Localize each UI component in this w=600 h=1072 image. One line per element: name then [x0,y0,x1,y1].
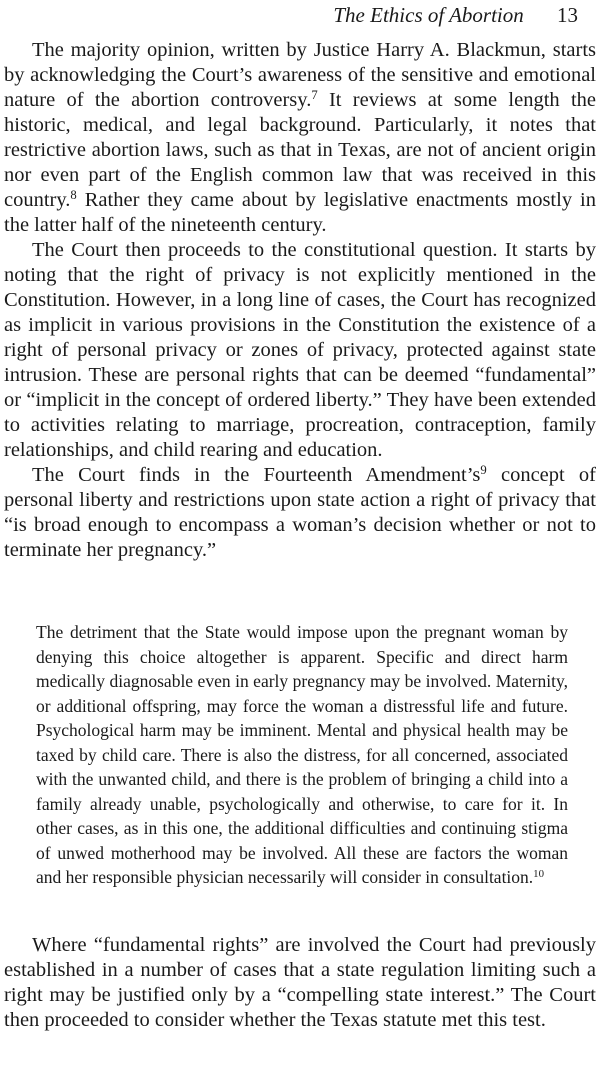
paragraph-text: concept of personal liberty and restrictions upon state action a right of privacy that “is broad enough to encompass a woman’s decision whether or not to terminate her pregnancy.” [4,464,596,561]
body-text-lower [4,933,596,1033]
body-text-upper [4,38,596,563]
footnote-marker: 9 [480,463,487,478]
paragraph-constitutional-question [4,238,596,463]
running-head [333,2,578,28]
paragraph-text: The majority opinion, written by Justice Harry A. Blackmun, starts by acknowledging the Court’s awareness of the sensitive and emotional nature of the abortion controversy. [4,39,596,111]
footnote-marker: 8 [70,188,77,203]
block-quote-text: The detriment that the State would impose upon the pregnant woman by denying this choice altogether is apparent. Specific and direct harm medically diagnosable even in early pregnancy may be involved. Maternity, or additional offspring, may force the woman a distressful life and future. Psychological harm may be imminent. Mental and physical health may be taxed by child care. There is also the distress, for all concerned, associated with the unwanted child, and there is the problem of bringing a child into a family already unable, psychologically and otherwise, to care for it. In other cases, as in this one, the additional difficulties and continuing stigma of unwed motherhood may be involved. All these are factors the woman and her responsible physician necessarily will consider in consultation. [36,622,568,887]
paragraph-text: Rather they came about by legislative enactments mostly in the latter half of the nineteenth century. [4,189,596,236]
footnote-marker: 7 [311,88,318,103]
paragraph-majority-opinion [4,38,596,238]
block-quote [36,620,568,890]
paragraph-text: It reviews at some length the historic, medical, and legal background. Particularly, it notes that restrictive abortion laws, such as that in Texas, are not of ancient origin nor even part of the English common law that was received in this country. [4,89,596,211]
paragraph-fundamental-rights [4,933,596,1033]
paragraph-text: The Court finds in the Fourteenth Amendment’s [32,464,481,486]
page-number: 13 [557,3,578,27]
footnote-marker: 10 [533,868,545,881]
running-title: The Ethics of Abortion [333,3,524,27]
paragraph-fourteenth-amendment [4,463,596,563]
paragraph-text: The Court then proceeds to the constitutional question. It starts by noting that the right of privacy is not explicitly mentioned in the Constitution. However, in a long line of cases, the Court has recognized as implicit in various provisions in the Constitution the existence of a right of personal privacy or zones of privacy, protected against state intrusion. These are personal rights that can be deemed “fundamental” or “implicit in the concept of ordered liberty.” They have been extended to activities relating to marriage, procreation, contraception, family relationships, and child rearing and education. [4,239,596,461]
paragraph-text: Where “fundamental rights” are involved the Court had previously established in a number of cases that a state regulation limiting such a right may be justified only by a “compelling state interest.” The Court then proceeded to consider whether the Texas statute met this test. [4,934,596,1031]
